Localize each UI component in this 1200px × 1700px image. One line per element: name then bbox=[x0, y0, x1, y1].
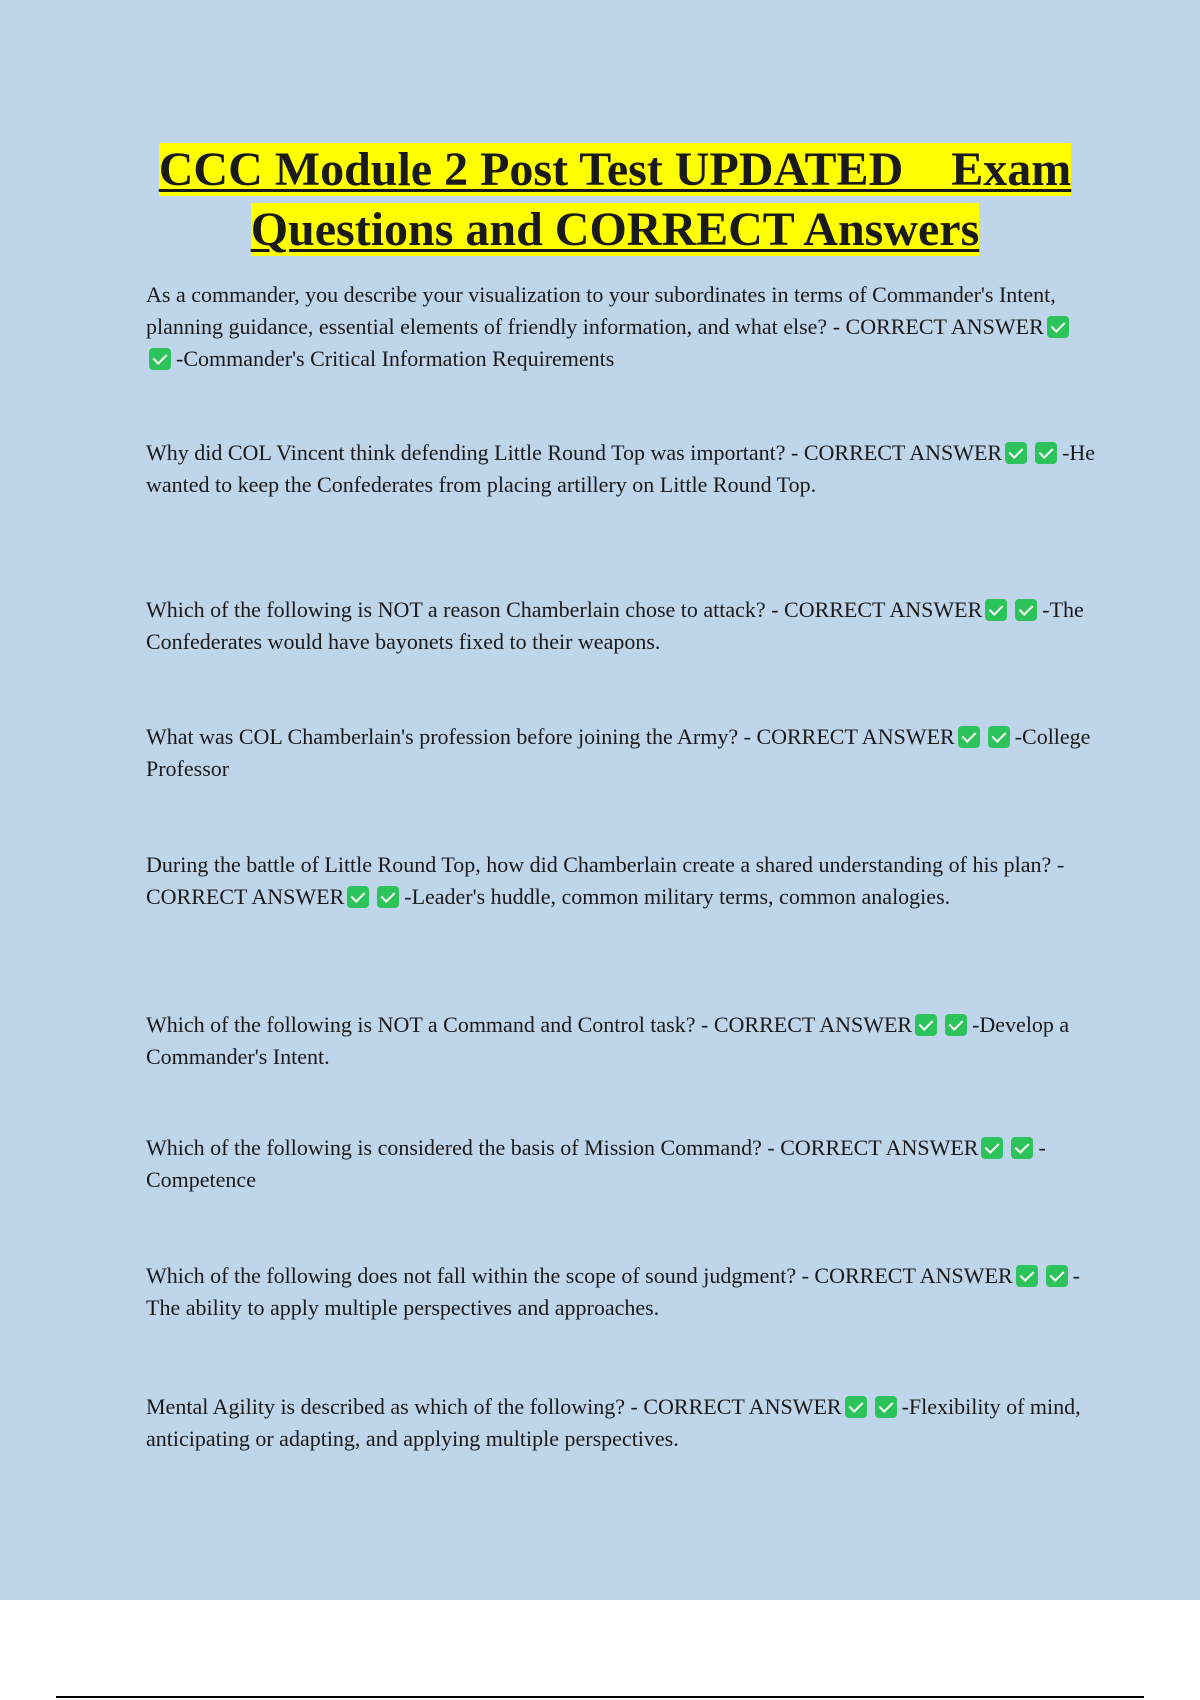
answer-marker: - CORRECT ANSWER bbox=[738, 724, 955, 749]
answer-text: -The Confederates would have bayonets fixed to their weapons. bbox=[146, 597, 1084, 654]
question-text: Which of the following is NOT a reason Chamberlain chose to attack? bbox=[146, 597, 766, 622]
title-line-2: Questions and CORRECT Answers bbox=[250, 203, 980, 256]
qa-item-4 bbox=[146, 721, 1096, 785]
green-checkmark-icon bbox=[845, 1396, 867, 1418]
green-checkmark-icon bbox=[1046, 1265, 1068, 1287]
green-checkmark-icon bbox=[1015, 599, 1037, 621]
answer-marker: - CORRECT ANSWER bbox=[796, 1263, 1013, 1288]
qa-item-3 bbox=[146, 594, 1096, 658]
answer-text: -Competence bbox=[146, 1135, 1046, 1192]
answer-text: -The ability to apply multiple perspectives and approaches. bbox=[146, 1263, 1080, 1320]
green-checkmark-icon bbox=[958, 726, 980, 748]
green-checkmark-icon bbox=[875, 1396, 897, 1418]
green-checkmark-icon bbox=[988, 726, 1010, 748]
answer-text: -Develop a Commander's Intent. bbox=[146, 1012, 1070, 1069]
footer-divider bbox=[56, 1696, 1144, 1698]
question-text: Which of the following is NOT a Command and Control task? bbox=[146, 1012, 696, 1037]
answer-marker: - CORRECT ANSWER bbox=[625, 1394, 842, 1419]
qa-item-5 bbox=[146, 849, 1096, 913]
green-checkmark-icon bbox=[1047, 316, 1069, 338]
question-text: Mental Agility is described as which of the following? bbox=[146, 1394, 626, 1419]
qa-item-7 bbox=[146, 1132, 1096, 1196]
green-checkmark-icon bbox=[149, 348, 171, 370]
green-checkmark-icon bbox=[945, 1014, 967, 1036]
green-checkmark-icon bbox=[1005, 442, 1027, 464]
green-checkmark-icon bbox=[915, 1014, 937, 1036]
answer-marker: - CORRECT ANSWER bbox=[765, 597, 983, 622]
question-text: What was COL Chamberlain's profession before joining the Army? bbox=[146, 724, 739, 749]
qa-item-9 bbox=[146, 1391, 1096, 1455]
qa-item-1 bbox=[146, 279, 1096, 375]
title-line-1: CCC Module 2 Post Test UPDATED Exam bbox=[158, 143, 1072, 196]
question-text: Why did COL Vincent think defending Little Round Top was important? bbox=[146, 440, 786, 465]
answer-marker: - CORRECT ANSWER bbox=[785, 440, 1003, 465]
qa-item-6 bbox=[146, 1009, 1096, 1073]
answer-text: -Leader's huddle, common military terms, common analogies. bbox=[404, 884, 951, 909]
document-title bbox=[140, 140, 1090, 260]
green-checkmark-icon bbox=[1011, 1137, 1033, 1159]
answer-marker: - CORRECT ANSWER bbox=[146, 852, 1065, 909]
question-text: Which of the following is considered the basis of Mission Command? bbox=[146, 1135, 762, 1160]
green-checkmark-icon bbox=[1035, 442, 1057, 464]
answer-text: -He wanted to keep the Confederates from placing artillery on Little Round Top. bbox=[146, 440, 1096, 497]
green-checkmark-icon bbox=[985, 599, 1007, 621]
green-checkmark-icon bbox=[981, 1137, 1003, 1159]
green-checkmark-icon bbox=[1016, 1265, 1038, 1287]
question-text: Which of the following does not fall within the scope of sound judgment? bbox=[146, 1263, 797, 1288]
qa-item-2 bbox=[146, 437, 1096, 501]
answer-text: -Flexibility of mind, anticipating or adapting, and applying multiple perspectives. bbox=[146, 1394, 1081, 1451]
answer-text: -College Professor bbox=[146, 724, 1091, 781]
green-checkmark-icon bbox=[377, 886, 399, 908]
answer-marker: - CORRECT ANSWER bbox=[761, 1135, 979, 1160]
green-checkmark-icon bbox=[347, 886, 369, 908]
question-text: During the battle of Little Round Top, how did Chamberlain create a shared understanding of his plan? bbox=[146, 852, 1052, 877]
answer-text: -Commander's Critical Information Requirements bbox=[176, 346, 615, 371]
answer-marker: - CORRECT ANSWER bbox=[827, 314, 1044, 339]
qa-item-8 bbox=[146, 1260, 1096, 1324]
answer-marker: - CORRECT ANSWER bbox=[695, 1012, 913, 1037]
question-text: As a commander, you describe your visualization to your subordinates in terms of Commander's Intent, planning guidance, essential elements of friendly information, and what else? bbox=[146, 282, 1056, 339]
